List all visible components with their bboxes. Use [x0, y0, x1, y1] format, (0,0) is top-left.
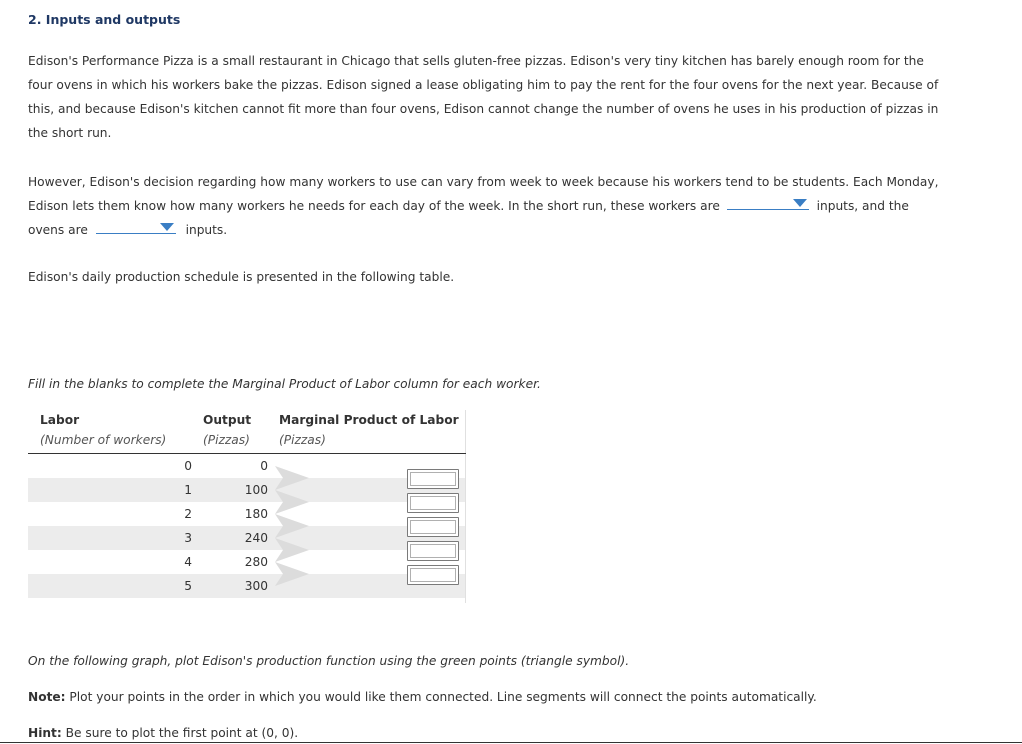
- paragraph-text-part2: inputs, and the ovens are: [28, 199, 909, 237]
- marginal-product-input-1[interactable]: [407, 469, 459, 489]
- marginal-product-input-3[interactable]: [407, 517, 459, 537]
- chevron-right-icon: [275, 490, 309, 514]
- hint-line: [28, 726, 298, 740]
- divider: [0, 742, 1022, 743]
- header-labor: Labor: [40, 413, 80, 427]
- labor-cell: 0: [184, 459, 192, 473]
- hint-text: Be sure to plot the first point at (0, 0).: [65, 726, 299, 740]
- note-label: Note:: [28, 690, 66, 704]
- output-cell: 180: [244, 507, 268, 521]
- table-header: [28, 410, 466, 454]
- labor-cell: 1: [184, 483, 192, 497]
- table-row: [28, 454, 465, 478]
- paragraph-context: Edison's Performance Pizza is a small restaurant in Chicago that sells gluten-free pizzas. Edison's very tiny kitchen has barely enough room for the four ovens in which his workers bake the pizzas. Edison signed a lease obligating him to pay the rent for the four ovens for the next year. Because of this, and because Edison's kitchen cannot fit more than four ovens, Edison cannot change the number of ovens he uses in his production of pizzas in the short run.: [28, 54, 939, 140]
- output-cell: 300: [244, 579, 268, 593]
- header-marginal-product: Marginal Product of Labor: [279, 413, 459, 427]
- marginal-product-input-5[interactable]: [407, 565, 459, 585]
- marginal-product-input-2[interactable]: [407, 493, 459, 513]
- marginal-product-input-4[interactable]: [407, 541, 459, 561]
- chevron-right-icon: [275, 514, 309, 538]
- paragraph-fill-in: [28, 170, 948, 242]
- labor-cell: 5: [184, 579, 192, 593]
- chevron-right-icon: [275, 538, 309, 562]
- marginal-product-arrows: [275, 466, 315, 590]
- production-table: [28, 410, 466, 603]
- paragraph-text-part3: inputs.: [185, 223, 228, 237]
- output-cell: 240: [244, 531, 268, 545]
- paragraph-text-part1: However, Edison's decision regarding how many workers to use can vary from week to week because his workers tend to be students. Each Monday, Edison lets them know how many workers he needs for each day of the week. In the short run, these workers are: [28, 175, 939, 213]
- output-cell: 280: [244, 555, 268, 569]
- output-cell: 100: [244, 483, 268, 497]
- chevron-right-icon: [275, 562, 309, 586]
- header-output: Output: [203, 413, 252, 427]
- table-row: [28, 550, 465, 574]
- table-row: [28, 478, 465, 502]
- output-cell: 0: [260, 459, 268, 473]
- workers-input-type-dropdown[interactable]: [727, 196, 809, 210]
- hint-label: Hint:: [28, 726, 62, 740]
- graph-instruction: On the following graph, plot Edison's production function using the green points (triangle symbol).: [28, 654, 630, 668]
- header-marginal-product-unit: (Pizzas): [279, 433, 326, 447]
- table-instruction: Fill in the blanks to complete the Marginal Product of Labor column for each worker.: [28, 377, 541, 391]
- header-output-unit: (Pizzas): [203, 433, 250, 447]
- header-labor-unit: (Number of workers): [40, 433, 167, 447]
- note-text: Plot your points in the order in which you would like them connected. Line segments will connect the points automatically.: [69, 690, 817, 704]
- labor-cell: 2: [184, 507, 192, 521]
- table-row: [28, 526, 465, 550]
- question-title: 2. Inputs and outputs: [28, 12, 181, 27]
- ovens-input-type-dropdown[interactable]: [96, 220, 176, 234]
- labor-cell: 4: [184, 555, 192, 569]
- labor-cell: 3: [184, 531, 192, 545]
- chevron-down-icon: [793, 199, 807, 207]
- paragraph-table-intro: Edison's daily production schedule is presented in the following table.: [28, 270, 455, 284]
- chevron-down-icon: [160, 223, 174, 231]
- note-line: [28, 690, 817, 704]
- table-row: [28, 574, 465, 598]
- chevron-right-icon: [275, 466, 309, 490]
- table-row: [28, 502, 465, 526]
